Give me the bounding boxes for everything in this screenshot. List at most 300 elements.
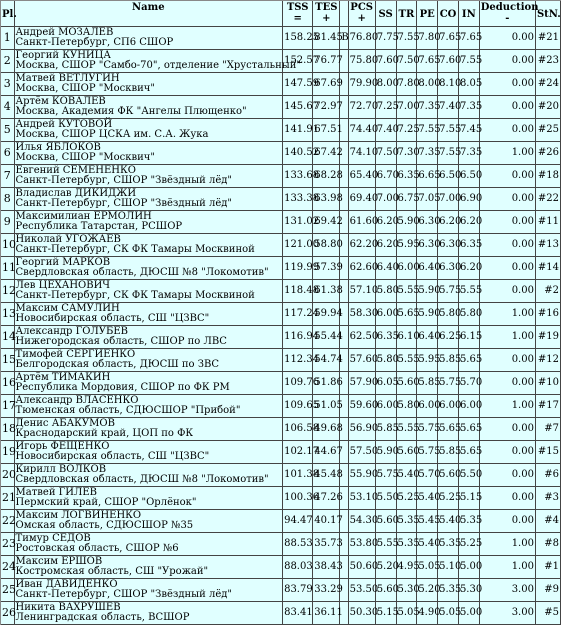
name-cell [15, 303, 284, 326]
header-deduction[interactable] [480, 1, 539, 27]
pcs-cell: 53.80 [349, 533, 376, 556]
deduction-cell: 0.00 [480, 96, 536, 119]
name-cell [15, 395, 284, 418]
pcs-cell: 62.20 [349, 234, 376, 257]
pcs-cell: 72.70 [349, 96, 376, 119]
skater-name[interactable]: Максимилиан ЕРМОЛИН [15, 211, 152, 222]
start-number-cell: #9 [536, 579, 561, 602]
ss-cell: 5.80 [376, 349, 397, 372]
tss-cell: 152.57 [283, 50, 313, 73]
name-cell [15, 579, 284, 602]
table-row [1, 73, 561, 96]
tr-cell: 7.50 [397, 50, 418, 73]
skater-name[interactable]: Игорь ФЕЩЕНКО [15, 441, 110, 452]
name-cell [15, 50, 301, 73]
deduction-cell: 0.00 [480, 349, 536, 372]
ss-cell: 6.70 [376, 165, 397, 188]
tes-cell: 51.86 [313, 372, 340, 395]
tr-cell: 5.35 [397, 510, 418, 533]
place-cell: 1 [1, 27, 15, 50]
skater-name[interactable]: Андрей КУТОВОЙ [15, 119, 113, 130]
pcs-cell: 50.60 [349, 556, 376, 579]
pe-cell: 7.35 [417, 96, 438, 119]
in-cell: 6.20 [459, 257, 480, 280]
pcs-cell: 74.40 [349, 119, 376, 142]
header-deduction-sub: - [505, 13, 510, 24]
deduction-cell: 0.00 [480, 510, 536, 533]
pcs-cell: 57.60 [349, 349, 376, 372]
header-name[interactable] [15, 1, 284, 27]
table-row [1, 211, 561, 234]
skater-name[interactable]: Денис АБАКУМОВ [15, 418, 115, 429]
header-co[interactable]: CO [438, 1, 459, 27]
tr-cell: 5.80 [397, 395, 418, 418]
co-cell: 5.80 [438, 303, 459, 326]
deduction-cell: 1.00 [480, 533, 536, 556]
tr-cell: 7.80 [397, 73, 418, 96]
tss-cell: 94.47 [283, 510, 313, 533]
in-cell: 6.35 [459, 234, 480, 257]
skater-club: Краснодарский край, ЦОП по ФК [15, 428, 194, 439]
skater-club: Санкт-Петербург, СШОР "Звёздный лёд" [15, 589, 233, 600]
skater-club: Тюменская область, СДЮСШОР "Прибой" [15, 405, 241, 416]
skater-name[interactable]: Александр ВЛАСЕНКО [15, 395, 139, 406]
place-cell: 9 [1, 211, 15, 234]
pcs-cell: 50.30 [349, 602, 376, 625]
start-number-cell: #3 [536, 487, 561, 510]
table-row [1, 234, 561, 257]
place-cell: 7 [1, 165, 15, 188]
deduction-cell: 0.00 [480, 464, 536, 487]
tr-cell: 5.95 [397, 234, 418, 257]
header-tes[interactable] [313, 1, 340, 27]
pcs-cell: 57.90 [349, 372, 376, 395]
place-cell: 6 [1, 142, 15, 165]
pcs-cell: 54.30 [349, 510, 376, 533]
name-cell [15, 533, 284, 556]
table-row [1, 487, 561, 510]
table-row [1, 165, 561, 188]
pe-cell: 5.40 [417, 487, 438, 510]
tr-cell: 5.35 [397, 533, 418, 556]
skater-name[interactable]: Владислав ДИКИДЖИ [15, 188, 137, 199]
place-cell: 16 [1, 372, 15, 395]
table-row [1, 602, 561, 625]
pcs-cell: 55.90 [349, 464, 376, 487]
pcs-cell: 75.80 [349, 50, 376, 73]
name-cell [15, 257, 284, 280]
pcs-cell: 53.50 [349, 579, 376, 602]
deduction-cell: 3.00 [480, 579, 536, 602]
ss-cell: 5.85 [376, 418, 397, 441]
name-cell [15, 349, 284, 372]
co-cell: 6.20 [438, 211, 459, 234]
name-cell [15, 165, 284, 188]
deduction-cell: 0.00 [480, 372, 536, 395]
co-cell: 5.85 [438, 349, 459, 372]
tss-cell: 116.94 [283, 326, 313, 349]
tss-cell: 118.48 [283, 280, 313, 303]
tr-cell: 5.60 [397, 372, 418, 395]
tr-cell: 7.25 [397, 119, 418, 142]
header-tss-label: TSS [286, 2, 309, 13]
place-cell: 19 [1, 441, 15, 464]
header-stn[interactable]: StN. [536, 1, 561, 27]
co-cell: 5.25 [438, 487, 459, 510]
pe-cell: 7.65 [417, 50, 438, 73]
deduction-cell: 0.00 [480, 211, 536, 234]
tr-cell: 6.35 [397, 165, 418, 188]
deduction-cell: 0.00 [480, 487, 536, 510]
table-row [1, 50, 561, 73]
skater-club: Ростовская область, СШОР №6 [15, 543, 179, 554]
pcs-cell: 58.30 [349, 303, 376, 326]
table-row [1, 464, 561, 487]
skater-name[interactable]: Тимур СЕДОВ [15, 533, 91, 544]
start-number-cell: #7 [536, 418, 561, 441]
co-cell: 6.50 [438, 165, 459, 188]
skater-club: Санкт-Петербург, СП6 СШОР [15, 37, 174, 48]
tss-cell: 117.24 [283, 303, 313, 326]
pe-cell: 5.75 [417, 418, 438, 441]
tes-cell: 67.51 [313, 119, 340, 142]
skater-club: Пермский край, СШОР "Орлёнок" [15, 497, 197, 508]
place-cell: 2 [1, 50, 15, 73]
ss-cell: 6.20 [376, 211, 397, 234]
skater-name[interactable]: Лев ЦЕХАНОВИЧ [15, 280, 111, 291]
skater-name[interactable]: Артём ТИМАКИН [15, 372, 111, 383]
pcs-cell: 79.90 [349, 73, 376, 96]
pcs-cell: 74.10 [349, 142, 376, 165]
tes-cell: 61.38 [313, 280, 340, 303]
tss-cell: 158.25 [283, 27, 313, 50]
tes-cell: 35.73 [313, 533, 340, 556]
in-cell: 5.55 [459, 280, 480, 303]
tes-cell: 58.80 [313, 234, 340, 257]
place-cell: 8 [1, 188, 15, 211]
ss-cell: 5.75 [376, 464, 397, 487]
in-cell: 6.20 [459, 211, 480, 234]
tes-cell: 44.67 [313, 441, 340, 464]
deduction-cell: 0.00 [480, 441, 536, 464]
start-number-cell: #16 [536, 303, 561, 326]
skater-name[interactable]: Георгий КУНИЦА [15, 50, 111, 61]
skater-club: Санкт-Петербург, СШОР "Звёздный лёд" [15, 198, 233, 209]
start-number-cell: #26 [536, 142, 561, 165]
name-cell [15, 372, 284, 395]
name-cell [15, 27, 284, 50]
in-cell: 5.70 [459, 372, 480, 395]
co-cell: 5.40 [438, 510, 459, 533]
skater-name[interactable]: Никита ВАХРУШЕВ [15, 602, 121, 613]
co-cell: 7.60 [438, 50, 459, 73]
in-cell: 5.25 [459, 533, 480, 556]
tss-cell: 106.58 [283, 418, 313, 441]
in-cell: 7.55 [459, 50, 480, 73]
header-tr[interactable]: TR [397, 1, 418, 27]
ss-cell: 7.40 [376, 119, 397, 142]
in-cell: 5.30 [459, 579, 480, 602]
ss-cell: 7.60 [376, 50, 397, 73]
header-mark [340, 1, 348, 27]
name-cell [15, 487, 284, 510]
in-cell: 5.00 [459, 602, 480, 625]
name-cell [15, 73, 284, 96]
pe-cell: 5.20 [417, 579, 438, 602]
start-number-cell: #20 [536, 96, 561, 119]
skater-club: Санкт-Петербург, СК ФК Тамары Москвиной [15, 244, 255, 255]
start-number-cell: #10 [536, 372, 561, 395]
ss-cell: 6.35 [376, 326, 397, 349]
co-cell: 5.75 [438, 372, 459, 395]
co-cell: 5.35 [438, 579, 459, 602]
pe-cell: 6.30 [417, 211, 438, 234]
start-number-cell: #19 [536, 326, 561, 349]
tss-cell: 140.52 [283, 142, 313, 165]
co-cell: 8.10 [438, 73, 459, 96]
in-cell: 5.80 [459, 303, 480, 326]
table-row [1, 326, 561, 349]
tr-cell: 5.40 [397, 464, 418, 487]
skater-name[interactable]: Андрей МОЗАЛЕВ [15, 27, 114, 38]
tr-cell: 5.65 [397, 303, 418, 326]
skater-name[interactable]: Георгий МАРКОВ [15, 257, 111, 268]
tss-cell: 100.36 [283, 487, 313, 510]
tss-cell: 145.67 [283, 96, 313, 119]
table-row [1, 257, 561, 280]
table-row [1, 303, 561, 326]
skater-club: Свердловская область, ДЮСШ №8 "Локомотив" [15, 267, 269, 278]
in-cell: 6.50 [459, 165, 480, 188]
place-cell: 21 [1, 487, 15, 510]
start-number-cell: #21 [536, 27, 561, 50]
name-cell [15, 211, 284, 234]
tr-cell: 5.30 [397, 579, 418, 602]
name-cell [15, 142, 284, 165]
pe-cell: 7.05 [417, 188, 438, 211]
tss-cell: 88.53 [283, 533, 313, 556]
start-number-cell: #17 [536, 395, 561, 418]
deduction-cell: 1.00 [480, 395, 536, 418]
co-cell: 5.60 [438, 464, 459, 487]
pcs-cell: 62.50 [349, 326, 376, 349]
skater-name[interactable]: Иван ДАВИДЕНКО [15, 579, 118, 590]
skater-name[interactable]: Илья ЯБЛОКОВ [15, 142, 101, 153]
tr-cell: 5.60 [397, 441, 418, 464]
skater-club: Москва, Академия ФК "Ангелы Плющенко" [15, 106, 247, 117]
skater-name[interactable]: Матвей ГИЛЕВ [15, 487, 97, 498]
pe-cell: 7.55 [417, 119, 438, 142]
in-cell: 6.00 [459, 395, 480, 418]
name-cell [15, 441, 284, 464]
header-pcs[interactable] [349, 1, 376, 27]
table-row [1, 119, 561, 142]
tss-cell: 131.02 [283, 211, 313, 234]
table-row [1, 395, 561, 418]
in-cell: 5.65 [459, 441, 480, 464]
deduction-cell: 1.00 [480, 142, 536, 165]
mark-cell: B [340, 27, 348, 50]
tr-cell: 5.55 [397, 280, 418, 303]
place-cell: 17 [1, 395, 15, 418]
ss-cell: 6.00 [376, 395, 397, 418]
ss-cell: 7.50 [376, 142, 397, 165]
start-number-cell: #8 [536, 533, 561, 556]
co-cell: 6.30 [438, 234, 459, 257]
tes-cell: 45.48 [313, 464, 340, 487]
skater-name[interactable]: Евгений СЕМЕНЕНКО [15, 165, 136, 176]
deduction-cell: 1.00 [480, 303, 536, 326]
deduction-cell: 0.00 [480, 280, 536, 303]
start-number-cell: #18 [536, 165, 561, 188]
tes-cell: 40.17 [313, 510, 340, 533]
tr-cell: 7.55 [397, 27, 418, 50]
tr-cell: 5.05 [397, 602, 418, 625]
header-tss[interactable] [283, 1, 313, 27]
place-cell: 4 [1, 96, 15, 119]
ss-cell: 6.05 [376, 372, 397, 395]
tss-cell: 121.00 [283, 234, 313, 257]
pcs-cell: 62.60 [349, 257, 376, 280]
header-tss-sub: = [293, 13, 302, 24]
name-cell [15, 234, 284, 257]
header-deduction-label: Deduction [480, 2, 539, 13]
tes-cell: 67.42 [313, 142, 340, 165]
pcs-cell: 57.10 [349, 280, 376, 303]
deduction-cell: 0.00 [480, 234, 536, 257]
start-number-cell: #22 [536, 188, 561, 211]
tr-cell: 5.90 [397, 211, 418, 234]
header-in[interactable]: IN [459, 1, 480, 27]
place-cell: 14 [1, 326, 15, 349]
deduction-cell: 0.00 [480, 27, 536, 50]
name-cell [15, 510, 284, 533]
place-cell: 13 [1, 303, 15, 326]
co-cell: 7.00 [438, 188, 459, 211]
skater-club: Новосибирская область, СШ "ЦЗВС" [15, 451, 210, 462]
header-row [1, 1, 561, 27]
ss-cell: 7.75 [376, 27, 397, 50]
pe-cell: 5.90 [417, 303, 438, 326]
tes-cell: 72.97 [313, 96, 340, 119]
pcs-cell: 56.90 [349, 418, 376, 441]
table-row [1, 579, 561, 602]
tes-cell: 69.42 [313, 211, 340, 234]
header-pe[interactable]: PE [417, 1, 438, 27]
skater-name[interactable]: Максим ЛОГВИНЕНКО [15, 510, 142, 521]
table-row [1, 188, 561, 211]
co-cell: 5.10 [438, 556, 459, 579]
in-cell: 5.50 [459, 464, 480, 487]
skater-name[interactable]: Матвей ВЕТЛУГИН [15, 73, 120, 84]
table-row [1, 418, 561, 441]
skater-name[interactable]: Николай УГОЖАЕВ [15, 234, 121, 245]
tss-cell: 141.91 [283, 119, 313, 142]
skater-club: Ленинградская область, ВСШОР [15, 612, 190, 623]
in-cell: 7.35 [459, 96, 480, 119]
pe-cell: 6.00 [417, 395, 438, 418]
skater-club: Республика Мордовия, СШОР по ФК РМ [15, 382, 230, 393]
name-cell [15, 188, 284, 211]
header-ss[interactable]: SS [376, 1, 397, 27]
ss-cell: 6.00 [376, 303, 397, 326]
in-cell: 5.65 [459, 418, 480, 441]
co-cell: 6.30 [438, 257, 459, 280]
place-cell: 23 [1, 533, 15, 556]
co-cell: 5.75 [438, 280, 459, 303]
start-number-cell: #11 [536, 211, 561, 234]
start-number-cell: #23 [536, 50, 561, 73]
pe-cell: 8.00 [417, 73, 438, 96]
in-cell: 8.05 [459, 73, 480, 96]
pe-cell: 6.30 [417, 234, 438, 257]
name-cell [15, 556, 284, 579]
start-number-cell: #1 [536, 556, 561, 579]
pe-cell: 4.90 [417, 602, 438, 625]
skater-club: Москва, СШОР ЦСКА им. С.А. Жука [15, 129, 209, 140]
pe-cell: 5.90 [417, 280, 438, 303]
ss-cell: 5.90 [376, 441, 397, 464]
skater-name[interactable]: Максим САМУЛИН [15, 303, 120, 314]
tr-cell: 4.95 [397, 556, 418, 579]
pe-cell: 7.35 [417, 142, 438, 165]
tss-cell: 88.03 [283, 556, 313, 579]
pe-cell: 5.40 [417, 533, 438, 556]
skater-name[interactable]: Кирилл ВОЛКОВ [15, 464, 107, 475]
table-row [1, 510, 561, 533]
skater-club: Новосибирская область, СШ "ЦЗВС" [15, 313, 210, 324]
co-cell: 7.40 [438, 96, 459, 119]
skater-name[interactable]: Артём КОВАЛЕВ [15, 96, 106, 107]
in-cell: 5.00 [459, 556, 480, 579]
tes-cell: 63.98 [313, 188, 340, 211]
ss-cell: 7.00 [376, 188, 397, 211]
skater-club: Санкт-Петербург, СШОР "Звёздный лёд" [15, 175, 233, 186]
skater-name[interactable]: Александр ГОЛУБЕВ [15, 326, 128, 337]
co-cell: 6.25 [438, 326, 459, 349]
deduction-cell: 0.00 [480, 188, 536, 211]
deduction-cell: 0.00 [480, 257, 536, 280]
skater-name[interactable]: Тимофей СЕРГИЕНКО [15, 349, 136, 360]
tss-cell: 83.41 [283, 602, 313, 625]
tss-cell: 119.99 [283, 257, 313, 280]
tes-cell: 54.74 [313, 349, 340, 372]
tr-cell: 7.30 [397, 142, 418, 165]
tes-cell: 76.77 [313, 50, 340, 73]
pe-cell: 5.75 [417, 441, 438, 464]
co-cell: 5.35 [438, 533, 459, 556]
header-tes-sub: + [322, 13, 331, 24]
ss-cell: 7.25 [376, 96, 397, 119]
pcs-cell: 65.40 [349, 165, 376, 188]
tr-cell: 7.00 [397, 96, 418, 119]
place-cell: 25 [1, 579, 15, 602]
ss-cell: 5.50 [376, 487, 397, 510]
place-cell: 3 [1, 73, 15, 96]
place-cell: 15 [1, 349, 15, 372]
tr-cell: 5.55 [397, 418, 418, 441]
skater-name[interactable]: Максим ЕРШОВ [15, 556, 103, 567]
tss-cell: 109.65 [283, 395, 313, 418]
pcs-cell: 69.40 [349, 188, 376, 211]
skater-club: Москва, СШОР "Москвич" [15, 152, 155, 163]
name-cell [15, 96, 284, 119]
pe-cell: 6.40 [417, 257, 438, 280]
skater-club: Нижегородская область, СШОР по ЛВС [15, 336, 227, 347]
place-cell: 24 [1, 556, 15, 579]
header-pl[interactable]: Pl. [1, 1, 15, 27]
in-cell: 7.35 [459, 142, 480, 165]
